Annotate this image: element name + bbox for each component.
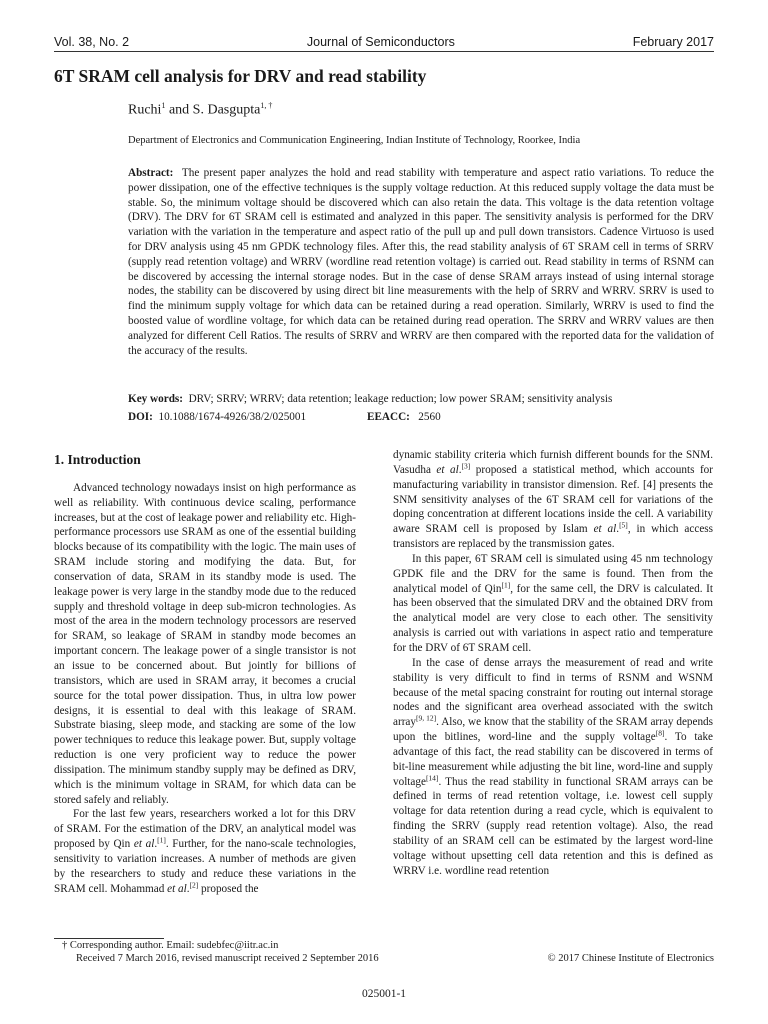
section-heading: 1. Introduction [54,452,141,467]
body-paragraph: In this paper, 6T SRAM cell is simulated using 45 nm technology GPDK file and the DRV for the same is found. Then from the analytical model of Qin[1], for the same cell, the DRV is calculated. It has been observed that the simulated DRV and the obtained DRV from the analytical model are very close to each other. The sensitivity analysis is carried out with variations in aspect ratio and temperature for the DRV of 6T SRAM cell. [393,552,714,654]
doi-row [128,411,714,423]
running-header [54,33,714,51]
body-paragraph: dynamic stability criteria which furnish different bounds for the SNM. Vasudha et al.[3] proposed a statistical method, which accounts for manufacturing variability in transistor dimension. Ref. [4] presents the SNM sensitivity analyses of the 6T SRAM cell for variations of the doping concentration at different locations inside the cell. A variability aware SRAM cell is proposed by Islam et al.[5], in which access transistors are replaced by the transmission gates. [393,449,713,551]
author-joiner: and [165,102,193,118]
eeacc-value: 2560 [418,411,441,423]
volume-label: Vol. 38, No. 2 [54,35,130,49]
footnote-rule [54,938,164,939]
body-paragraph: For the last few years, researchers worked a lot for this DRV of SRAM. For the estimation of the DRV, an analytical model was proposed by Qin et al.[1]. Further, for the nano-scale technologies, sensitivity to variation increases. A number of methods are given by the researchers to study and reduce these variations in the SRAM cell. Mohammad et al.[2] proposed the [54,808,357,895]
citation: [2] [189,879,199,889]
citation: [3] [461,461,471,471]
journal-name: Journal of Semiconductors [306,35,455,49]
left-column [54,453,356,896]
received-dates: Received 7 March 2016, revised manuscript received 2 September 2016 [76,953,379,964]
citation: [1] [157,835,166,845]
doi-value: 10.1088/1674-4926/38/2/025001 [158,411,307,423]
paper-title: 6T SRAM cell analysis for DRV and read stability [54,66,427,86]
eeacc [367,411,441,423]
citation: [8] [655,728,665,738]
right-column [393,448,713,878]
author-name: Ruchi [128,102,162,118]
citation: [14] [425,772,439,782]
keywords-text: DRV; SRRV; WRRV; data retention; leakage reduction; low power SRAM; sensitivity analysis [188,393,613,405]
doi-label: DOI: [128,411,153,423]
affiliation: Department of Electronics and Communication Engineering, Indian Institute of Technology, Roorkee, India [128,135,581,146]
corresponding-author-footnote: † Corresponding author. Email: sudebfec@iitr.ac.in [62,940,279,951]
author-name: S. Dasgupta [192,102,261,118]
abstract-text: The present paper analyzes the hold and read stability with temperature and aspect ratio variations. To reduce the power dissipation, one of the effective techniques is the supply voltage reduction. At this reduced supply voltage the data must be stable. So, the minimum voltage should be discovered which can also retain the data. This voltage is the data retention voltage (DRV). The DRV for 6T SRAM cell is estimated and analyzed in this paper. The sensitivity analysis is performed for the DRV variation with the variation in the temperature and aspect ratio of the pull up and pull down transistors. Cadence Virtuoso is used for DRV analysis using 45 nm GPDK technology files. After this, the read stability analysis of 6T SRAM cell in terms of SRRV (supply read retention voltage) and WRRV (wordline read retention voltage) is carried out. Read stability in terms of RSNM can be discovered by accessing the internal storage nodes. But in the case of dense SRAM arrays instead of using internal storage nodes, the stability can be discovered by using direct bit line measurements with the help of SRRV and WRRV. SRRV is used to find the minimum supply voltage for which data can be retained during a read operation. Similarly, WRRV is used to find the boosted value of wordline voltage, for which data can be retained during read operation. The SRRV and WRRV values are then analyzed for different Cell Ratios. The results of SRRV and WRRV are then compared with the reported data for the validation of the accuracy of the results. [128,167,714,357]
copyright-notice: © 2017 Chinese Institute of Electronics [547,953,714,964]
abstract-label: Abstract: [128,167,174,179]
issue-date: February 2017 [632,35,714,49]
citation: [9, 12] [415,713,437,723]
header-rule [54,51,714,52]
citation: [1] [501,579,511,589]
author-list [128,101,272,119]
body-paragraph: In the case of dense arrays the measurement of read and write stability is very difficult to find in terms of RSNM and WSNM because of the metal spacing constraint for routing out internal storage nodes and the significant area overhead associated with the switch array[9, 12]. Also, we know that the stability of the SRAM array depends upon the bitlines, word-line and the supply voltage[8]. To take advantage of this fact, the read stability can be discovered in terms of bit-line measurement while adjusting the bit line, word-line and supply voltage[14]. Thus the read stability in functional SRAM arrays can be defined in terms of read retention voltage, i.e. lowest cell supply voltage for data retention during a read cycle, which is equivalent to finding the SRRV (supply read retention voltage). Also, the read stability of an SRAM cell can be estimated by the largest word-line voltage without upsetting cell data retention and this is defined as WRRV i.e. wordline read retention [393,656,714,877]
keywords [128,393,714,405]
eeacc-label: EEACC: [367,411,410,423]
citation: [5] [619,520,628,530]
author-affiliation-mark: 1 [161,101,166,110]
body-paragraph: Advanced technology nowadays insist on high performance as well as reliability. With continuous device scaling, performance increases, but at the cost of leakage power and reliability etc. High-performance processors use SRAM as one of the essential building blocks because of its compatibility with the logic. The main uses of SRAM include storing and modifying the data. But, for conservation of data, SRAM in its standby mode is used. The leakage power is very large in the standby mode due to the reduced supply and threshold voltage in deep sub-micron technologies. As most of the area in the modern technology processors are reserved for SRAM, so leakage of SRAM in standby mode becomes an important concern. The leakage power of a single transistor is not an issue to be concerned about. But jointly for billions of transistors, which are used in SRAM array, it becomes a crucial source for the total power dissipation. Thus, in ultra low power designs, it is essential to deal with this leakage of SRAM. Substrate biasing, sleep mode, and stacking are some of the low power techniques to reduce this leakage power. But, supply voltage reduction is one very proficient way to reduce the power dissipation. The minimum standby supply may be defined as DRV, which is the minimum voltage in SRAM, for which data can be stored safely and reliably. [54,481,356,806]
abstract [128,166,714,358]
page-number: 025001-1 [361,988,407,1000]
keywords-label: Key words: [128,393,183,405]
author-affiliation-mark: 1, † [260,101,273,110]
